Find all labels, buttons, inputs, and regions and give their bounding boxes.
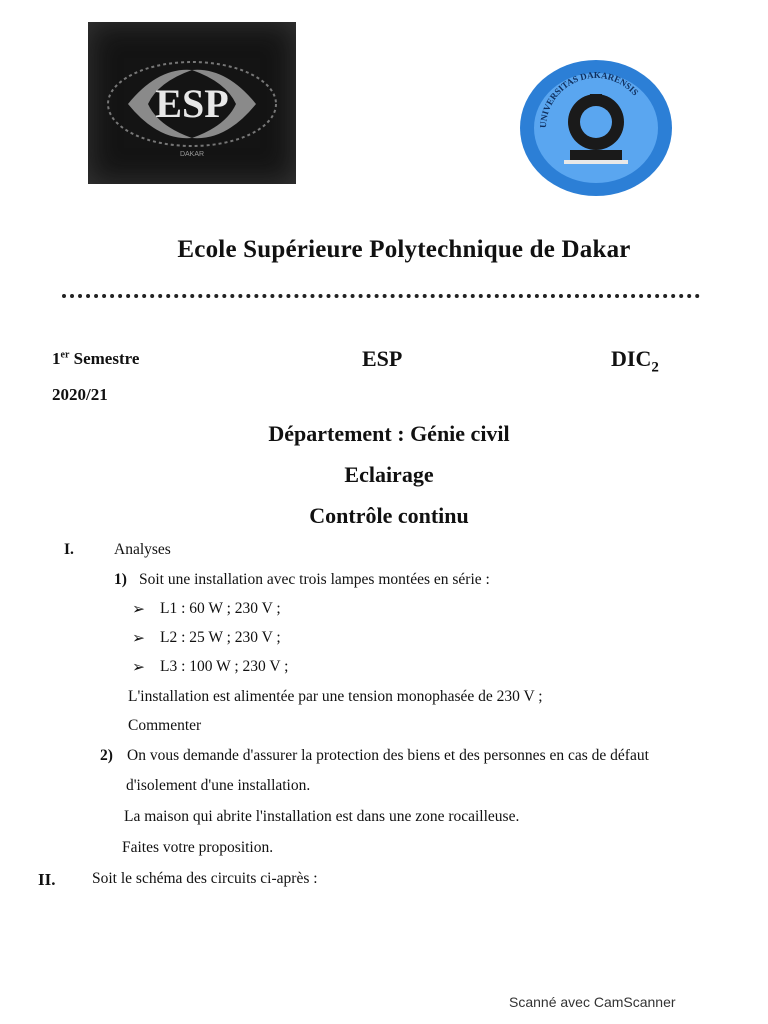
dotted-divider <box>62 294 700 298</box>
class-code <box>611 346 659 376</box>
section-2-text: Soit le schéma des circuits ci-après : <box>92 870 318 887</box>
esp-logo <box>88 22 296 184</box>
class-code-sub: 2 <box>651 359 659 376</box>
semester-label <box>52 349 139 369</box>
question-2-line-3: La maison qui abrite l'installation est dans une zone rocailleuse. <box>124 808 520 825</box>
semester-number: 1 <box>52 349 61 368</box>
school-title: Ecole Supérieure Polytechnique de Dakar <box>177 236 631 263</box>
department-title: Département : Génie civil <box>268 421 510 446</box>
bullet-icon: ➢ <box>132 659 145 676</box>
lamp-item: L3 : 100 W ; 230 V ; <box>160 658 289 675</box>
lamp-item: L2 : 25 W ; 230 V ; <box>160 629 281 646</box>
bullet-icon: ➢ <box>132 630 145 647</box>
exam-type-title: Contrôle continu <box>309 503 469 528</box>
course-title: Eclairage <box>344 462 434 487</box>
question-1-supply-line: L'installation est alimentée par une tension monophasée de 230 V ; <box>128 688 543 705</box>
university-seal <box>516 58 676 198</box>
question-2-number: 2) <box>100 747 113 764</box>
class-code-main: DIC <box>611 346 652 371</box>
semester-suffix: er <box>60 349 70 361</box>
school-code: ESP <box>362 346 403 371</box>
question-1-text: Soit une installation avec trois lampes montées en série : <box>139 571 490 588</box>
question-2-line-2: d'isolement d'une installation. <box>126 777 311 794</box>
question-1-instruction: Commenter <box>128 717 202 734</box>
question-2-line-4: Faites votre proposition. <box>122 839 274 856</box>
question-2-text: On vous demande d'assurer la protection des biens et des personnes en cas de défaut <box>127 747 649 764</box>
section-1-number: I. <box>64 541 74 558</box>
scanner-watermark: Scanné avec CamScanner <box>509 994 676 1010</box>
academic-year: 2020/21 <box>52 385 108 404</box>
section-2-number: II. <box>38 870 56 889</box>
section-1-title: Analyses <box>114 541 171 558</box>
semester-word: Semestre <box>73 349 140 368</box>
bullet-icon: ➢ <box>132 601 145 618</box>
esp-logo-text: ESP <box>155 81 229 126</box>
question-1-number: 1) <box>114 571 127 588</box>
esp-logo-subtext: DAKAR <box>179 151 205 158</box>
lamp-item: L1 : 60 W ; 230 V ; <box>160 600 281 617</box>
seal-text: UNIVERSITAS DAKARENSIS <box>537 69 641 129</box>
